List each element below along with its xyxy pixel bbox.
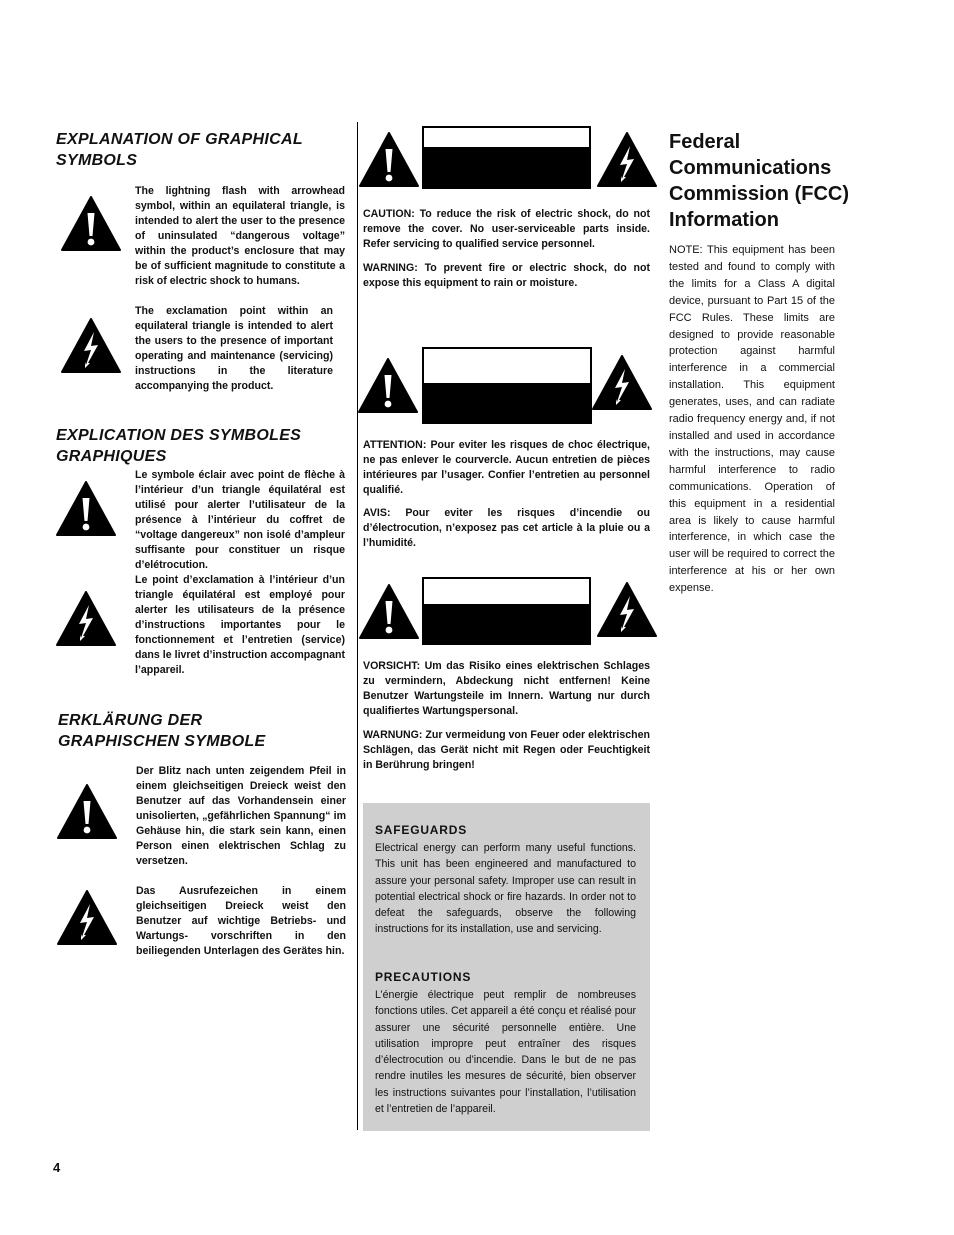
exclamation-triangle-icon xyxy=(57,784,117,839)
precautions-body: L’énergie électrique peut remplir de nombreuses fonctions utiles. Cet appareil a été conçu et réalisé pour assurer une sécurité personnelle entière. Une utilisation impropre peut entraîner des risques d’électrocution ou d’incendie. Dans le but de ne pas rendre inutiles les mesures de sécurité, bien observer les instructions suivantes pour l’installation, l’utilisation et l’entretien de l’appareil. xyxy=(375,989,636,1116)
german-exclamation-text: Das Ausrufezeichen in einem gleichseitigen Dreieck weist den Benutzer auf wichtige Betriebs- und Wartungs- vorschriften in den beiliegenden Unterlagen des Gerätes hin. xyxy=(136,885,346,957)
english-lightning-text: The lightning flash with arrowhead symbol, within an equilateral triangle, is intended to alert the user to the presence of uninsulated “dangerous voltage” within the product’s enclosure that may be of sufficient magnitude to constitute a risk of electric shock to humans. xyxy=(135,185,345,287)
fcc-body: NOTE: This equipment has been tested and found to comply with the limits for a Class A digital device, pursuant to Part 15 of the FCC Rules. These limits are designed to provide reasonable protection against harmful interference in a commercial installation. This equipment generates, uses, and can radiate radio frequency energy and, if not installed and used in accordance with the instructions, may cause harmful interference to radio communications. Operation of this equipment in a residential area is likely to cause harmful interference, in which case the user will be required to correct the interference at his or her own expense. xyxy=(669,244,835,595)
fcc-title: Federal Communications Commission (FCC) Information xyxy=(669,131,849,231)
french-exclamation-text: Le point d’exclamation à l’intérieur d’un triangle équilatéral est employé pour alerter les utilisateurs de la présence d’instructions importantes pour le fonctionnement et l’entretien (service) dans le livret d’instruction accompagnant l’appareil. xyxy=(135,574,345,676)
column-divider xyxy=(357,122,358,1130)
exclamation-triangle-icon xyxy=(56,481,116,536)
heading-english-symbols: EXPLANATION OF GRAPHICAL SYMBOLS xyxy=(56,131,303,169)
lightning-triangle-icon xyxy=(597,132,657,187)
exclamation-triangle-icon xyxy=(359,584,419,639)
safeguards-box xyxy=(363,803,650,1131)
english-exclamation-text: The exclamation point within an equilateral triangle is intended to alert the users to the presence of important operating and maintenance (servicing) instructions in the literature accompanying the product. xyxy=(135,305,333,392)
lightning-triangle-icon xyxy=(597,582,657,637)
avis-text-french: AVIS: Pour eviter les risques d’incendie ou d’électrocution, n’exposez pas cet article à la pluie ou a l’humidité. xyxy=(363,507,650,549)
safeguards-body: Electrical energy can perform many useful functions. This unit has been engineered and manufactured to assure your personal safety. Improper use can result in potential electrical shock or fire hazards. In order not to defeat the safeguards, observe the following instructions for its installation, use and servicing. xyxy=(375,842,636,936)
page-number: 4 xyxy=(53,1160,61,1175)
exclamation-triangle-icon xyxy=(359,132,419,187)
safeguards-title: SAFEGUARDS xyxy=(375,823,468,837)
caution-label-english xyxy=(422,126,591,189)
precautions-title: PRECAUTIONS xyxy=(375,970,472,984)
caution-text-english: CAUTION: To reduce the risk of electric shock, do not remove the cover. No user-serviceable parts inside. Refer servicing to qualified service personnel. xyxy=(363,208,650,250)
warnung-text-german: WARNUNG: Zur vermeidung von Feuer oder elektrischen Schlägen, das Gerät nicht mit Regen oder Feuchtigkeit in Berührung bringen! xyxy=(363,729,650,771)
caution-label-german xyxy=(422,577,591,645)
lightning-triangle-icon xyxy=(592,355,652,410)
vorsicht-text-german: VORSICHT: Um das Risiko eines elektrischen Schlages zu vermindern, Abdeckung nicht entfernen! Keine Benutzer Wartungsteile im Innern. Wartung nur durch qualifiertes Wartungspersonal. xyxy=(363,660,650,717)
caution-label-french xyxy=(422,347,592,424)
lightning-triangle-icon xyxy=(56,591,116,646)
heading-french-symbols: EXPLICATION DES SYMBOLES GRAPHIQUES xyxy=(56,427,302,465)
french-lightning-text: Le symbole éclair avec point de flèche à l’intérieur d’un triangle équilatéral est utilisé pour alerter l’utilisateur de la présence à l’intérieur du coffret de “voltage dangereux” non isolé d’ampleur suffisante pour constituer un risque d’elétrocution. xyxy=(135,469,345,571)
attention-text-french: ATTENTION: Pour eviter les risques de choc électrique, ne pas enlever le courvercle. Aucun entretien de pièces intérieures par l’usager. Confier l’entretien au personnel qualifié. xyxy=(363,439,650,496)
german-lightning-text: Der Blitz nach unten zeigendem Pfeil in einem gleichseitigen Dreieck weist den Benutzer auf das Vorhandensein einer unisolierten, „gefährlichen Spannung“ im Gehäuse hin, die stark sein kann, einen Person einen elektrischen Schlag zu versetzen. xyxy=(136,765,346,867)
lightning-triangle-icon xyxy=(57,890,117,945)
exclamation-triangle-icon xyxy=(358,358,418,413)
warning-text-english: WARNING: To prevent fire or electric shock, do not expose this equipment to rain or moisture. xyxy=(363,262,650,289)
heading-german-symbols: ERKLÄRUNG DER GRAPHISCHEN SYMBOLE xyxy=(58,712,266,750)
lightning-triangle-icon xyxy=(61,318,121,373)
exclamation-triangle-icon xyxy=(61,196,121,251)
